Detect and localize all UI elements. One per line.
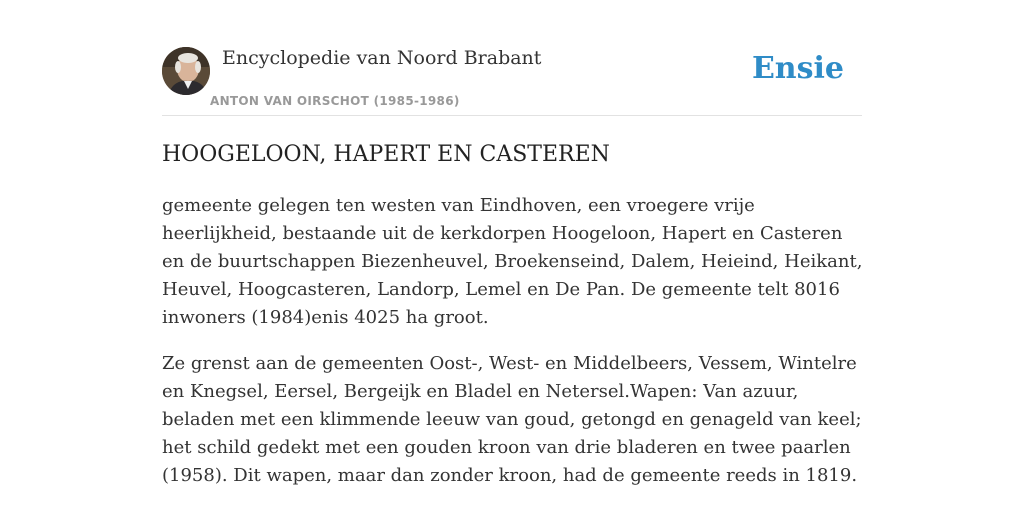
ensie-logo[interactable]: Ensie [751,51,844,86]
source-title[interactable]: Encyclopedie van Noord Brabant [222,47,542,69]
source-author[interactable]: ANTON VAN OIRSCHOT (1985-1986) [210,94,460,108]
entry-title: HOOGELOON, HAPERT EN CASTEREN [162,142,610,167]
author-avatar[interactable] [162,47,210,95]
entry-paragraph: Ze grenst aan de gemeenten Oost-, West- en Middelbeers, Vessem, Wintelre en Knegsel, Eersel, Bergeijk en Bladel en Netersel.Wapen: Van azuur, beladen met een klimmende leeuw van goud, getongd en genageld van keel; het schild gedekt met een gouden kroon van drie bladeren en twee paarlen (1958). Dit wapen, maar dan zonder kroon, had de gemeente reeds in 1819. [162,353,862,486]
source-header [162,46,862,116]
entry-body [162,192,867,508]
header-divider [162,115,862,116]
entry-paragraph: gemeente gelegen ten westen van Eindhoven, een vroegere vrije heerlijkheid, bestaande uit de kerkdorpen Hoogeloon, Hapert en Casteren en de buurtschappen Biezenheuvel, Broekenseind, Dalem, Heieind, Heikant, Heuvel, Hoogcasteren, Landorp, Lemel en De Pan. De gemeente telt 8016 inwoners (1984)enis 4025 ha groot. [162,195,863,328]
author-portrait-image [162,47,210,95]
